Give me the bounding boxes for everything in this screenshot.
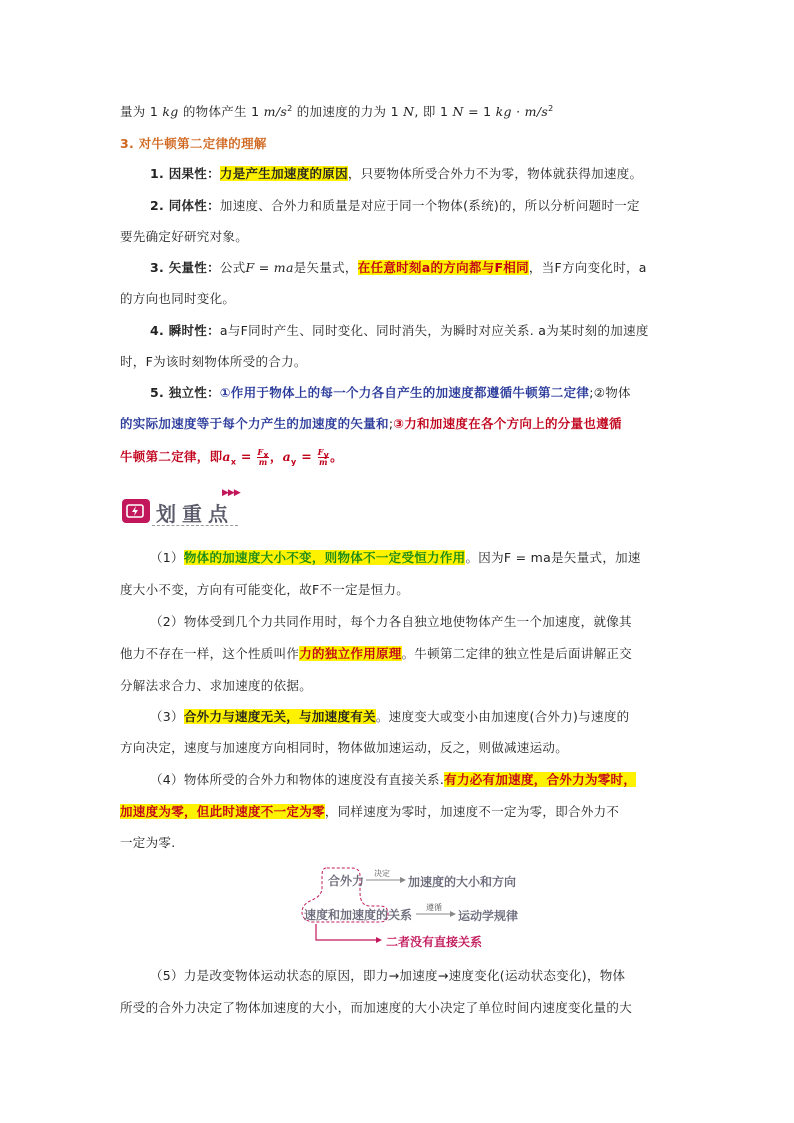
node-kinematics: 运动学规律 [458,909,519,923]
section-heading: 3. 对牛顿第二定律的理解 [120,136,267,151]
formula: a [222,449,231,464]
text: · [511,104,525,119]
highlight: 在任意时刻a的方向都与F相同 [357,260,529,275]
key-point-4-l2 [120,802,680,822]
unit-N: N [403,104,415,119]
point-instant-cont: 时，F为该时刻物体所受的合力。 [120,354,307,369]
num: F [317,447,324,457]
fraction-fx [257,448,268,467]
point-instant [150,321,680,341]
unit-kg: kg [495,104,512,119]
text: = [296,449,317,464]
text: ，当F方向变化时，a [528,260,647,275]
label: 3. 矢量性： [150,260,220,275]
text: 公式 [219,260,246,275]
highlight: 合外力与速度无关，与加速度有关 [183,709,376,724]
key-points-badge [122,499,150,523]
text: 。因为F = ma是矢量式，加速 [465,550,641,565]
unit-N: N [452,104,464,119]
label: 5. 独立性： [150,385,220,400]
key-point-3 [150,707,680,727]
label: 2. 同体性： [150,198,220,213]
text: ; [388,416,394,431]
unit-ms: m/s [524,104,549,119]
text: ，只要物体所受合外力不为零，物体就获得加速度。 [347,166,643,181]
key-point-2-l3: 分解法求合力、求加速度的依据。 [120,678,313,693]
text: = [236,449,257,464]
text: 是矢量式， [293,260,358,275]
text: ，同样速度为零时，加速度不一定为零，即合外力不 [324,804,620,819]
label: 4. 瞬时性： [150,323,220,338]
label-determines: 决定 [374,869,390,878]
key-point-4-l3: 一定为零. [120,835,176,850]
text: 的加速度的力为 1 [292,104,404,119]
fraction-fy [318,448,330,467]
node-velocity-accel: 速度和加速度的关系 [304,908,413,922]
key-point-2 [150,612,680,632]
num: （5） [150,968,184,983]
key-point-4 [150,770,680,790]
label: 1. 因果性： [150,166,220,181]
sup: 2 [287,103,293,113]
node-no-relation: 二者没有直接关系 [386,935,483,949]
num: （3） [150,709,184,724]
formula: F = ma [245,260,294,275]
den: m [258,457,268,467]
key-point-5 [150,966,680,986]
point-vector-cont: 的方向也同时变化。 [120,291,236,306]
key-point-1 [150,548,680,568]
sub: x [263,450,269,460]
point-causality [150,164,680,184]
intro-line [120,102,680,122]
text: 。速度变大或变小由加速度(合外力)与速度的 [375,709,630,724]
sup: 2 [548,103,554,113]
red-text: 牛顿第二定律，即 [120,449,223,464]
sub: y [291,457,297,467]
arrows-icon: ▶▶▶ [222,488,240,498]
blue-text: ①作用于物体上的每一个力各自产生的加速度都遵循牛顿第二定律 [219,385,590,400]
num: （4） [150,772,184,787]
text: 加速度、合外力和质量是对应于同一个物体(系统)的，所以分析问题时一定 [219,198,640,213]
key-point-5-cont: 所受的合外力决定了物体加速度的大小，而加速度的大小决定了单位时间内速度变化量的大 [120,1000,633,1015]
point-same-body [150,196,680,216]
text: 力是改变物体运动状态的原因，即力→加速度→速度变化(运动状态变化)，物体 [183,968,626,983]
text: 他力不存在一样，这个性质叫作 [120,646,300,661]
highlight: 力的独立作用原理 [299,646,402,661]
red-text: ③力和加速度在各个方向上的分量也遵循 [393,416,622,431]
text: ;②物体 [589,385,631,400]
divider [152,525,238,527]
highlight: 加速度为零，但此时速度不一定为零 [120,804,325,819]
point-same-body-cont: 要先确定好研究对象。 [120,229,249,244]
num: （1） [150,550,184,565]
text: 物体受到几个力共同作用时，每个力各自独立地使物体产生一个加速度，就像其 [183,614,632,629]
num: （2） [150,614,184,629]
key-point-2-l2 [120,644,680,664]
lightning-icon [126,503,146,519]
num: F [257,447,264,457]
text: 的物体产生 1 [178,104,264,119]
sub: x [230,457,237,467]
key-point-1-cont: 度大小不变，方向有可能变化，故F不一定是恒力。 [120,582,410,597]
den: m [318,457,328,467]
label-follows: 遵循 [426,903,442,912]
formula: a [282,449,292,464]
highlight: 物体的加速度大小不变，则物体不一定受恒力作用 [183,550,466,565]
node-net-force: 合外力 [328,874,365,888]
text: 。牛顿第二定律的独立性是后面讲解正交 [401,646,633,661]
unit-kg: kg [162,104,179,119]
node-acceleration: 加速度的大小和方向 [408,875,517,889]
text: 。 [330,449,343,464]
point-independence-l2 [120,414,680,434]
highlight: 有力必有加速度，合外力为零时， [444,772,637,787]
text: ， [269,449,283,464]
relation-diagram [300,862,540,952]
point-independence-l3 [120,447,680,467]
key-point-3-cont: 方向决定，速度与加速度方向相同时，物体做加速运动，反之，则做减速运动。 [120,740,569,755]
text: a与F同时产生、同时变化、同时消失，为瞬时对应关系. a为某时刻的加速度 [219,323,649,338]
blue-text: 的实际加速度等于每个力产生的加速度的矢量和 [120,416,389,431]
key-points-title: 划重点 [156,502,234,526]
point-independence [150,383,680,403]
text: 量为 1 [120,104,163,119]
unit-ms: m/s [263,104,288,119]
text: = 1 [463,104,496,119]
point-vector [150,258,680,278]
highlight: 力是产生加速度的原因 [219,166,348,181]
text: 物体所受的合外力和物体的速度没有直接关系. [183,772,445,787]
text: , 即 1 [414,104,453,119]
sub: y [323,450,330,460]
